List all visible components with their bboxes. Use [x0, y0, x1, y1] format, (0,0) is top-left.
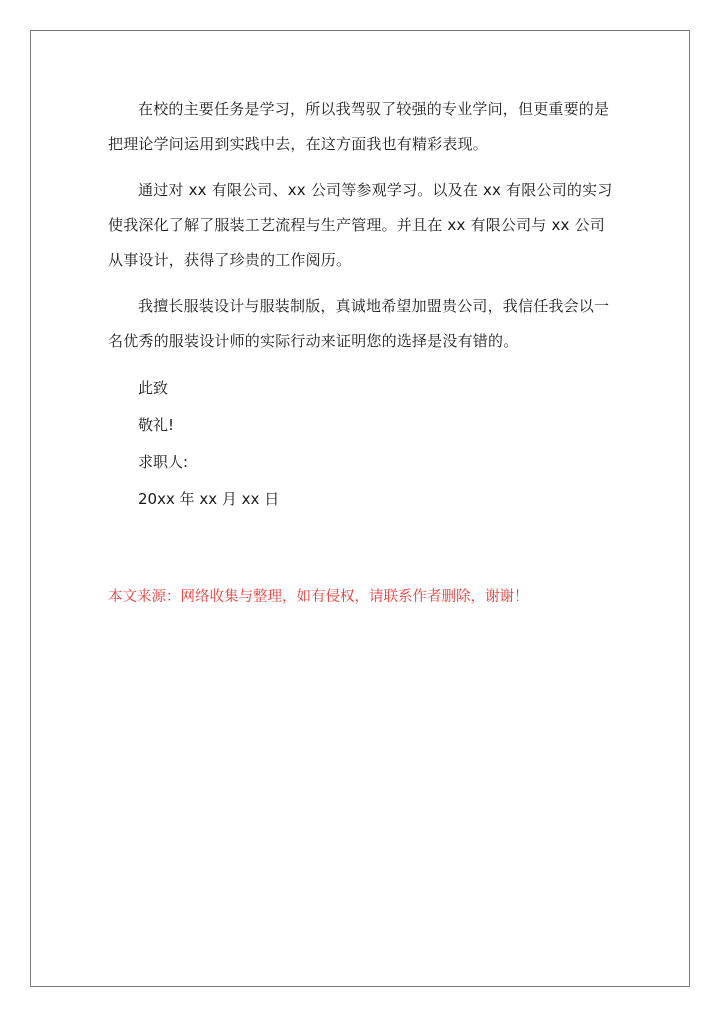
paragraph-skills: 我擅长服装设计与服装制版，真诚地希望加盟贵公司，我信任我会以一名优秀的服装设计师的实际行动来证明您的选择是没有错的。 [108, 297, 610, 350]
paragraph-experience: 通过对 xx 有限公司、xx 公司等参观学习。以及在 xx 有限公司的实习使我深化了解了服装工艺流程与生产管理。并且在 xx 有限公司与 xx 公司从事设计，获得了珍贵的工作阅历。 [108, 181, 613, 269]
closing-line: 此致 [138, 379, 169, 397]
salutation-line: 敬礼! [138, 416, 175, 434]
letter-body [108, 92, 620, 518]
paragraph-study: 在校的主要任务是学习，所以我驾驭了较强的专业学问，但更重要的是把理论学问运用到实践中去，在这方面我也有精彩表现。 [108, 100, 610, 153]
date-line: 20xx 年 xx 月 xx 日 [138, 490, 280, 508]
signature-line: 求职人: [138, 453, 189, 471]
source-note: 本文来源：网络收集与整理，如有侵权，请联系作者删除，谢谢！ [108, 589, 529, 605]
